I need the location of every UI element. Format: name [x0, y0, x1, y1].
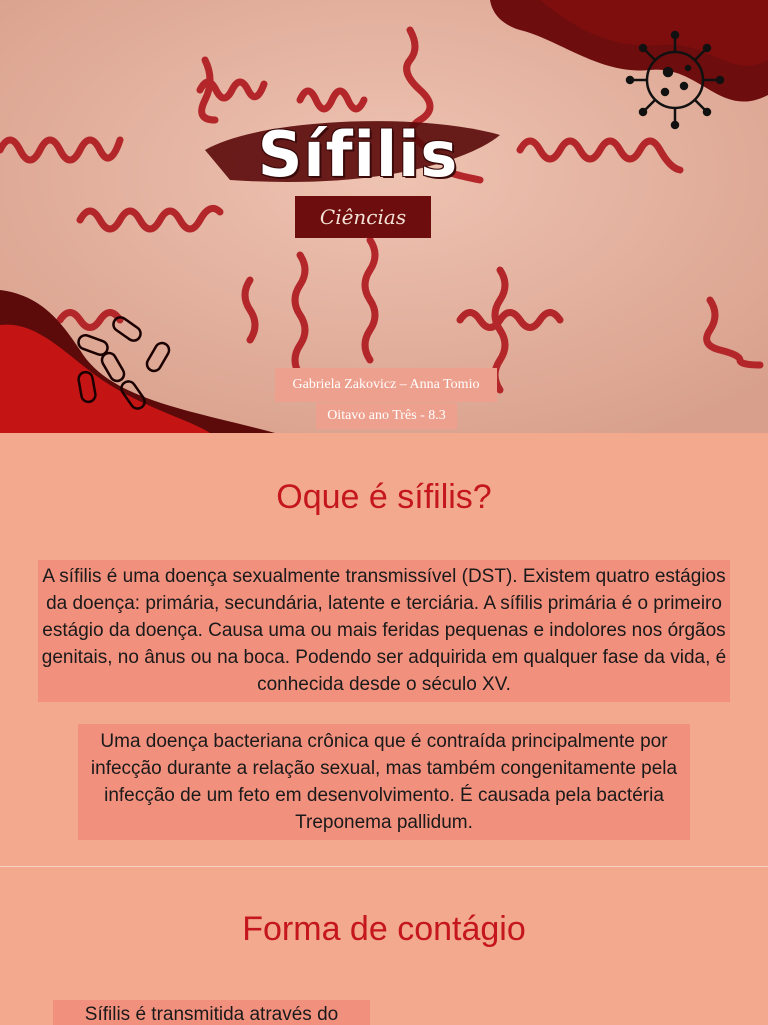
section-heading: Forma de contágio [242, 910, 526, 948]
text-box: Uma doença bacteriana crônica que é contraída principalmente por infecção durante a relação sexual, mas também congenitamente pela infecção de um feto em desenvolvimento. É causada pela bactéria Treponema pallidum. [78, 724, 690, 840]
what-is-slide [0, 433, 768, 867]
slide-title: Sífilis [257, 118, 459, 191]
text-box: Sífilis é transmitida através do [53, 1000, 370, 1025]
subject-label: Ciências [295, 196, 431, 238]
contagion-slide [0, 867, 768, 1025]
title-block [228, 112, 488, 192]
cover-slide [0, 0, 768, 433]
section-heading: Oque é sífilis? [276, 478, 492, 516]
authors-label: Gabriela Zakovicz – Anna Tomio [275, 368, 497, 402]
text-box: A sífilis é uma doença sexualmente transmissível (DST). Existem quatro estágios da doença: primária, secundária, latente e terciária. A sífilis primária é o primeiro estágio da doença. Causa uma ou mais feridas pequenas e indolores nos órgãos genitais, no ânus ou na boca. Podendo ser adquirida em qualquer fase da vida, é conhecida desde o século XV. [38, 560, 730, 702]
class-label: Oitavo ano Três - 8.3 [316, 403, 457, 429]
